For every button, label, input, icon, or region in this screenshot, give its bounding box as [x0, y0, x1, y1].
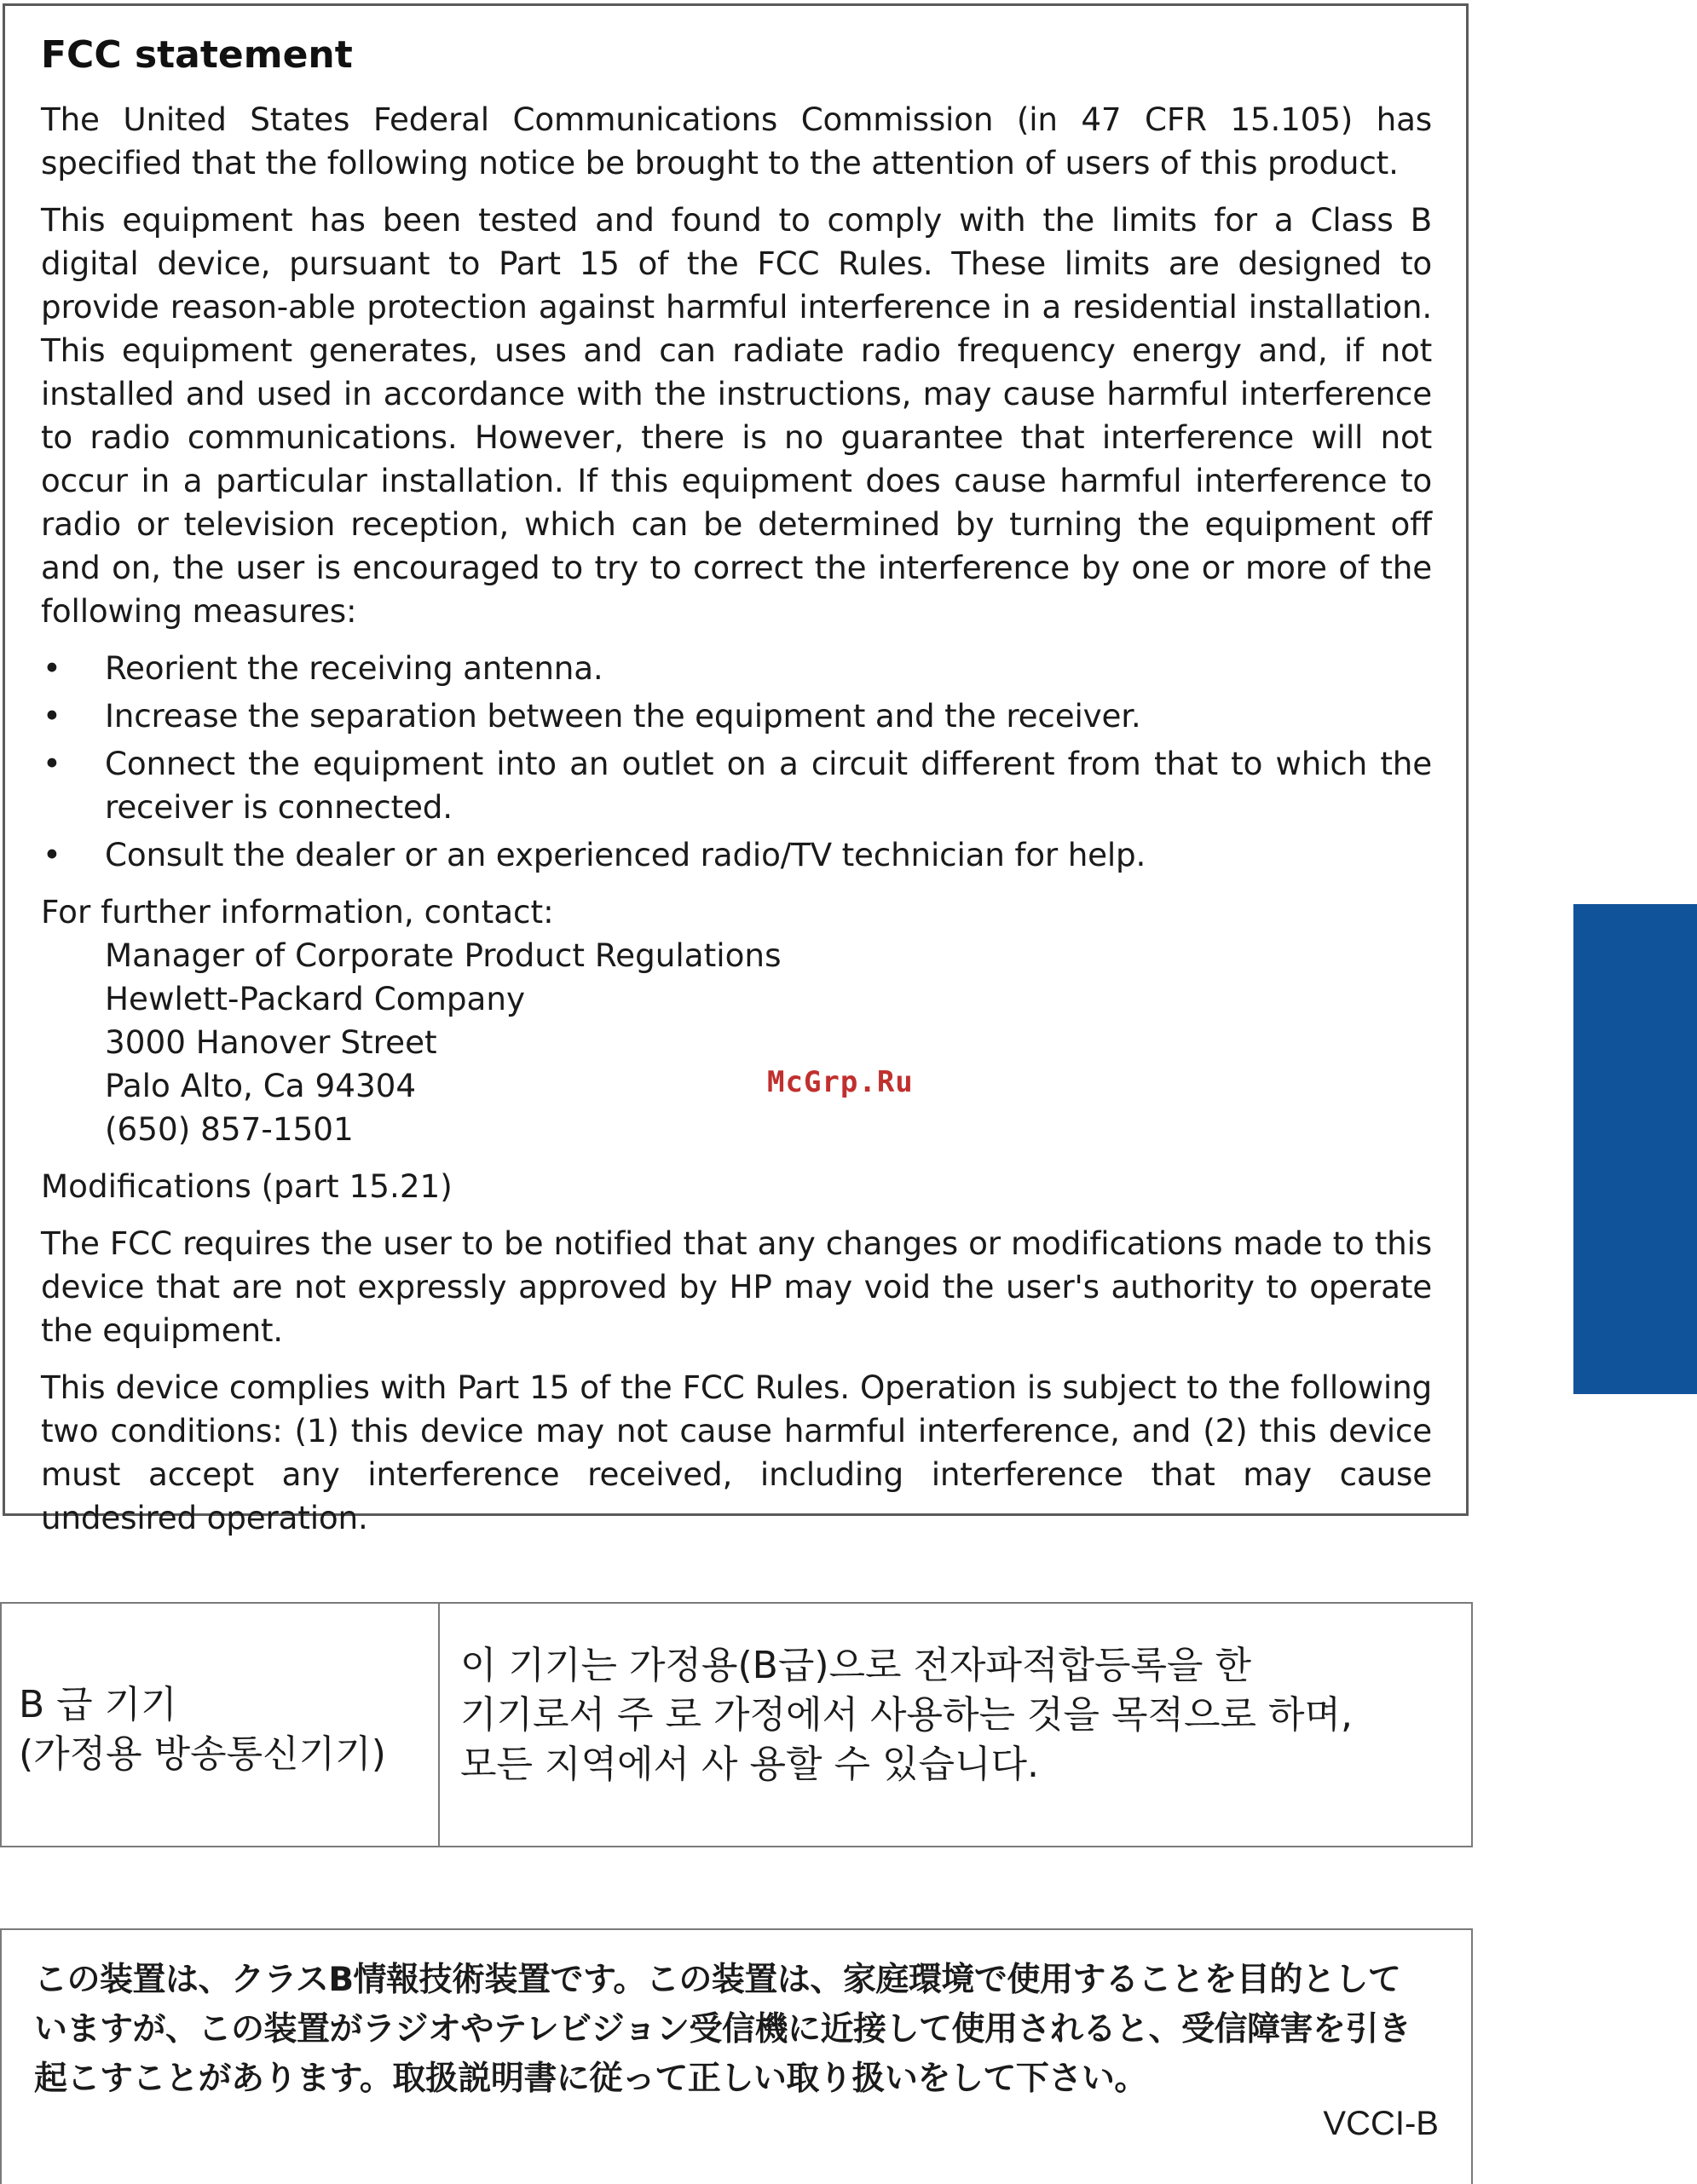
- chapter-side-tab: [1573, 904, 1697, 1394]
- contact-line: Manager of Corporate Product Regulations: [105, 936, 782, 974]
- list-item: [41, 833, 1432, 877]
- contact-line: Hewlett-Packard Company: [105, 980, 526, 1017]
- contact-address: [105, 934, 1432, 1151]
- list-item: [41, 694, 1432, 738]
- measure-text: Reorient the receiving antenna.: [105, 649, 603, 687]
- contact-line: Palo Alto, Ca 94304: [105, 1067, 417, 1104]
- fcc-intro-paragraph: The United States Federal Communications Commission (in 47 CFR 15.105) has specified that the following notice be brought to the attention of users of this product.: [41, 101, 1432, 182]
- fcc-title: FCC statement: [41, 33, 353, 77]
- bullet-icon: •: [43, 837, 61, 873]
- modifications-heading: Modifications (part 15.21): [41, 1167, 453, 1205]
- korean-class-label: [2, 1604, 440, 1846]
- korean-notice-text: [440, 1604, 1471, 1846]
- japanese-text-line: この装置は、クラスB情報技術装置です。この装置は、家庭環境で使用することを目的として: [34, 1961, 1401, 1999]
- bullet-icon: •: [43, 746, 61, 782]
- fcc-statement-box: [3, 3, 1469, 1536]
- korean-notice-table: [0, 1602, 1473, 1847]
- modifications-paragraph: The FCC requires the user to be notified that any changes or modifications made to this device that are not expressly approved by HP may void the user's authority to operate the equipment.: [41, 1225, 1432, 1349]
- watermark-text: McGrp.Ru: [767, 1065, 914, 1099]
- fcc-body-paragraph: This equipment has been tested and found to comply with the limits for a Class B digital device, pursuant to Part 15 of the FCC Rules. These limits are designed to provide reason-able protection against harmful interference in a residential installation. This equipment generates, uses and can radiate radio frequency energy and, if not installed and used in accordance with the instructions, may cause harmful interference to radio communications. However, there is no guarantee that interference will not occur in a particular installation. If this equipment does cause harmful interference to radio or television reception, which can be determined by turning the equipment off and on, the user is encouraged to try to correct the interference by one or more of the following measures:: [41, 201, 1432, 630]
- korean-text-line: 기기로서 주 로 가정에서 사용하는 것을 목적으로 하며,: [460, 1693, 1353, 1737]
- measure-text: Increase the separation between the equipment and the receiver.: [105, 697, 1141, 735]
- list-item: [41, 647, 1432, 690]
- vcci-code: VCCI-B: [1323, 2105, 1439, 2142]
- japanese-vcci-notice: [0, 1928, 1473, 2184]
- contact-phone: (650) 857-1501: [105, 1110, 354, 1148]
- japanese-text-line: 起こすことがあります。取扱説明書に従って正しい取り扱いをして下さい。: [34, 2060, 1147, 2098]
- bullet-icon: •: [43, 650, 61, 687]
- list-item: [41, 742, 1432, 829]
- bullet-icon: •: [43, 698, 61, 735]
- contact-heading: For further information, contact:: [41, 893, 554, 931]
- contact-line: 3000 Hanover Street: [105, 1023, 437, 1061]
- measures-list: [41, 647, 1432, 877]
- korean-label-line: B 급 기기: [19, 1683, 177, 1726]
- measure-text: Consult the dealer or an experienced radio/TV technician for help.: [105, 836, 1146, 873]
- korean-text-line: 이 기기는 가정용(B급)으로 전자파적합등록을 한: [460, 1644, 1252, 1687]
- japanese-text-line: いますが、この装置がラジオやテレビジョン受信機に近接して使用されると、受信障害を引き: [34, 2010, 1411, 2049]
- korean-label-line: (가정용 방송통신기기): [19, 1732, 386, 1776]
- korean-text-line: 모든 지역에서 사 용할 수 있습니다.: [460, 1743, 1039, 1786]
- compliance-paragraph: This device complies with Part 15 of the FCC Rules. Operation is subject to the following two conditions: (1) this device may not cause harmful interference, and (2) this device must accept any interference received, including interference that may cause undesired operation.: [41, 1369, 1432, 1536]
- measure-text: Connect the equipment into an outlet on a circuit different from that to which the receiver is connected.: [105, 745, 1432, 826]
